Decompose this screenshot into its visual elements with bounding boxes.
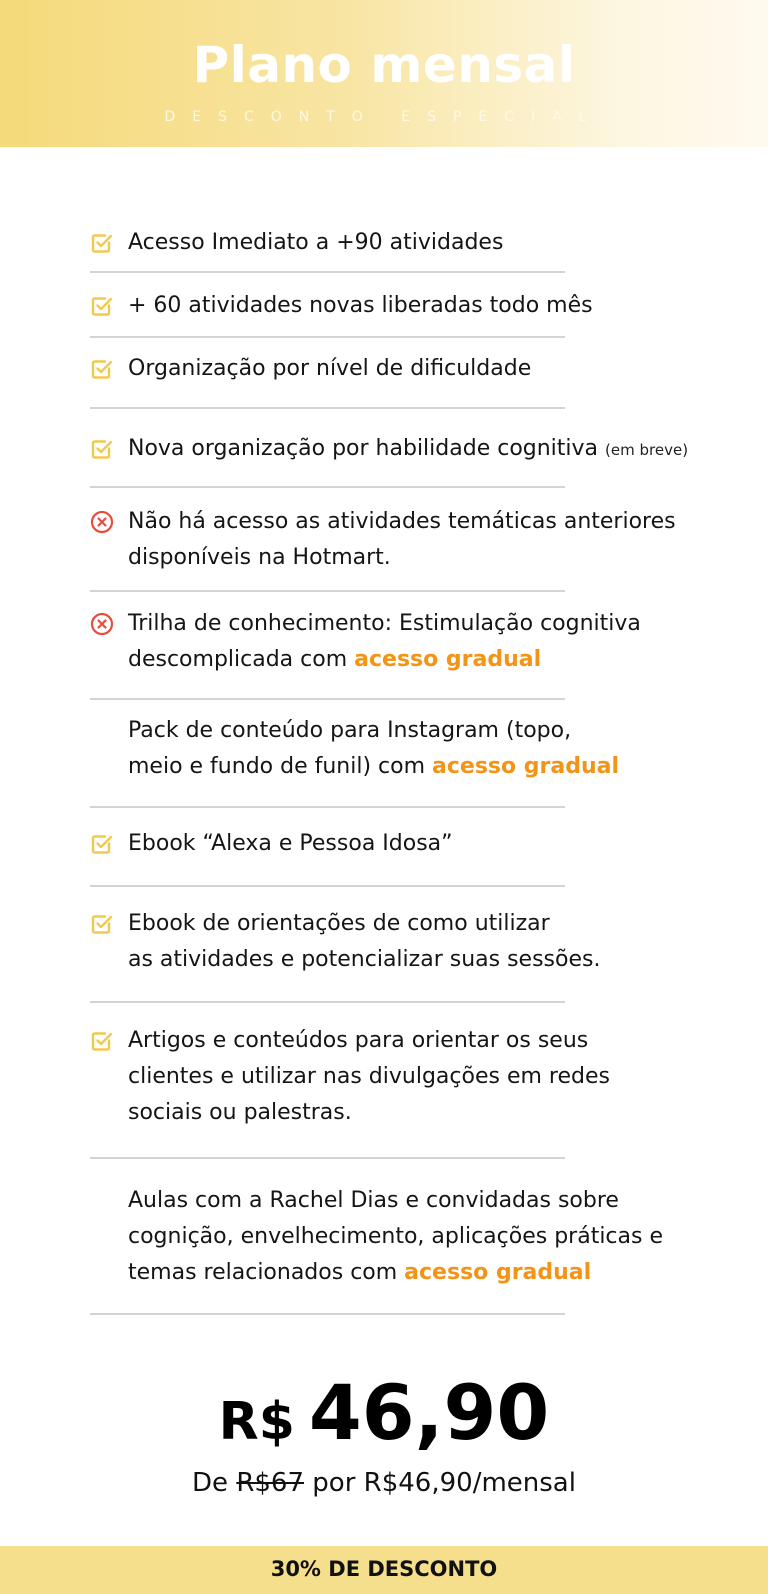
discount-banner [0,1546,768,1594]
feature-text: Não há acesso as atividades temáticas anteriores [128,509,676,534]
gradual-access-highlight: acesso gradual [404,1260,592,1285]
cross-icon [90,612,114,636]
check-icon [90,832,114,856]
feature-text: cognição, envelhecimento, aplicações práticas e [128,1224,664,1249]
feature-text: + 60 atividades novas liberadas todo mês [128,293,593,318]
feature-text: temas relacionados com acesso gradual [128,1260,592,1285]
feature-text: Ebook “Alexa e Pessoa Idosa” [128,831,453,856]
price-from-suffix: por R$46,90/mensal [312,1468,576,1498]
check-icon [90,912,114,936]
feature-text: clientes e utilizar nas divulgações em redes [128,1064,610,1089]
check-icon [90,357,114,381]
feature-text: Organização por nível de dificuldade [128,356,532,381]
feature-divider [90,1313,565,1315]
feature-text: Aulas com a Rachel Dias e convidadas sobre [128,1188,619,1213]
check-icon [90,1029,114,1053]
feature-divider [90,407,565,409]
feature-text: sociais ou palestras. [128,1100,352,1125]
feature-text: Ebook de orientações de como utilizar [128,911,550,936]
feature-text: as atividades e potencializar suas sessões. [128,947,601,972]
price-currency: R$ [218,1392,295,1452]
discount-label: 30% DE DESCONTO [270,1557,498,1581]
feature-divider [90,885,565,887]
feature-text: Trilha de conhecimento: Estimulação cognitiva [128,611,641,636]
feature-divider [90,486,565,488]
check-icon [90,437,114,461]
feature-divider [90,806,565,808]
plan-subtitle: DESCONTO ESPECIAL [164,109,604,125]
feature-text: Nova organização por habilidade cognitiva (em breve) [128,436,689,461]
feature-text: meio e fundo de funil) com acesso gradual [128,754,620,779]
price-from-prefix: De [192,1468,229,1498]
feature-divider [90,1001,565,1003]
cross-icon [90,510,114,534]
feature-text: Acesso Imediato a +90 atividades [128,230,504,255]
price-display [0,1368,768,1457]
price-amount: 46,90 [308,1368,550,1457]
feature-divider [90,1157,565,1159]
feature-text: Artigos e conteúdos para orientar os seus [128,1028,589,1053]
feature-text: Pack de conteúdo para Instagram (topo, [128,718,572,743]
feature-divider [90,698,565,700]
plan-title: Plano mensal [192,36,576,94]
feature-text: disponíveis na Hotmart. [128,545,391,570]
gradual-access-highlight: acesso gradual [354,647,542,672]
check-icon [90,231,114,255]
feature-divider [90,590,565,592]
old-price: R$67 [236,1468,305,1498]
feature-divider [90,336,565,338]
gradual-access-highlight: acesso gradual [432,754,620,779]
plan-header [0,0,768,147]
feature-text: descomplicada com acesso gradual [128,647,542,672]
price-comparison [0,1468,768,1498]
check-icon [90,294,114,318]
feature-divider [90,271,565,273]
coming-soon-note: (em breve) [605,441,689,459]
